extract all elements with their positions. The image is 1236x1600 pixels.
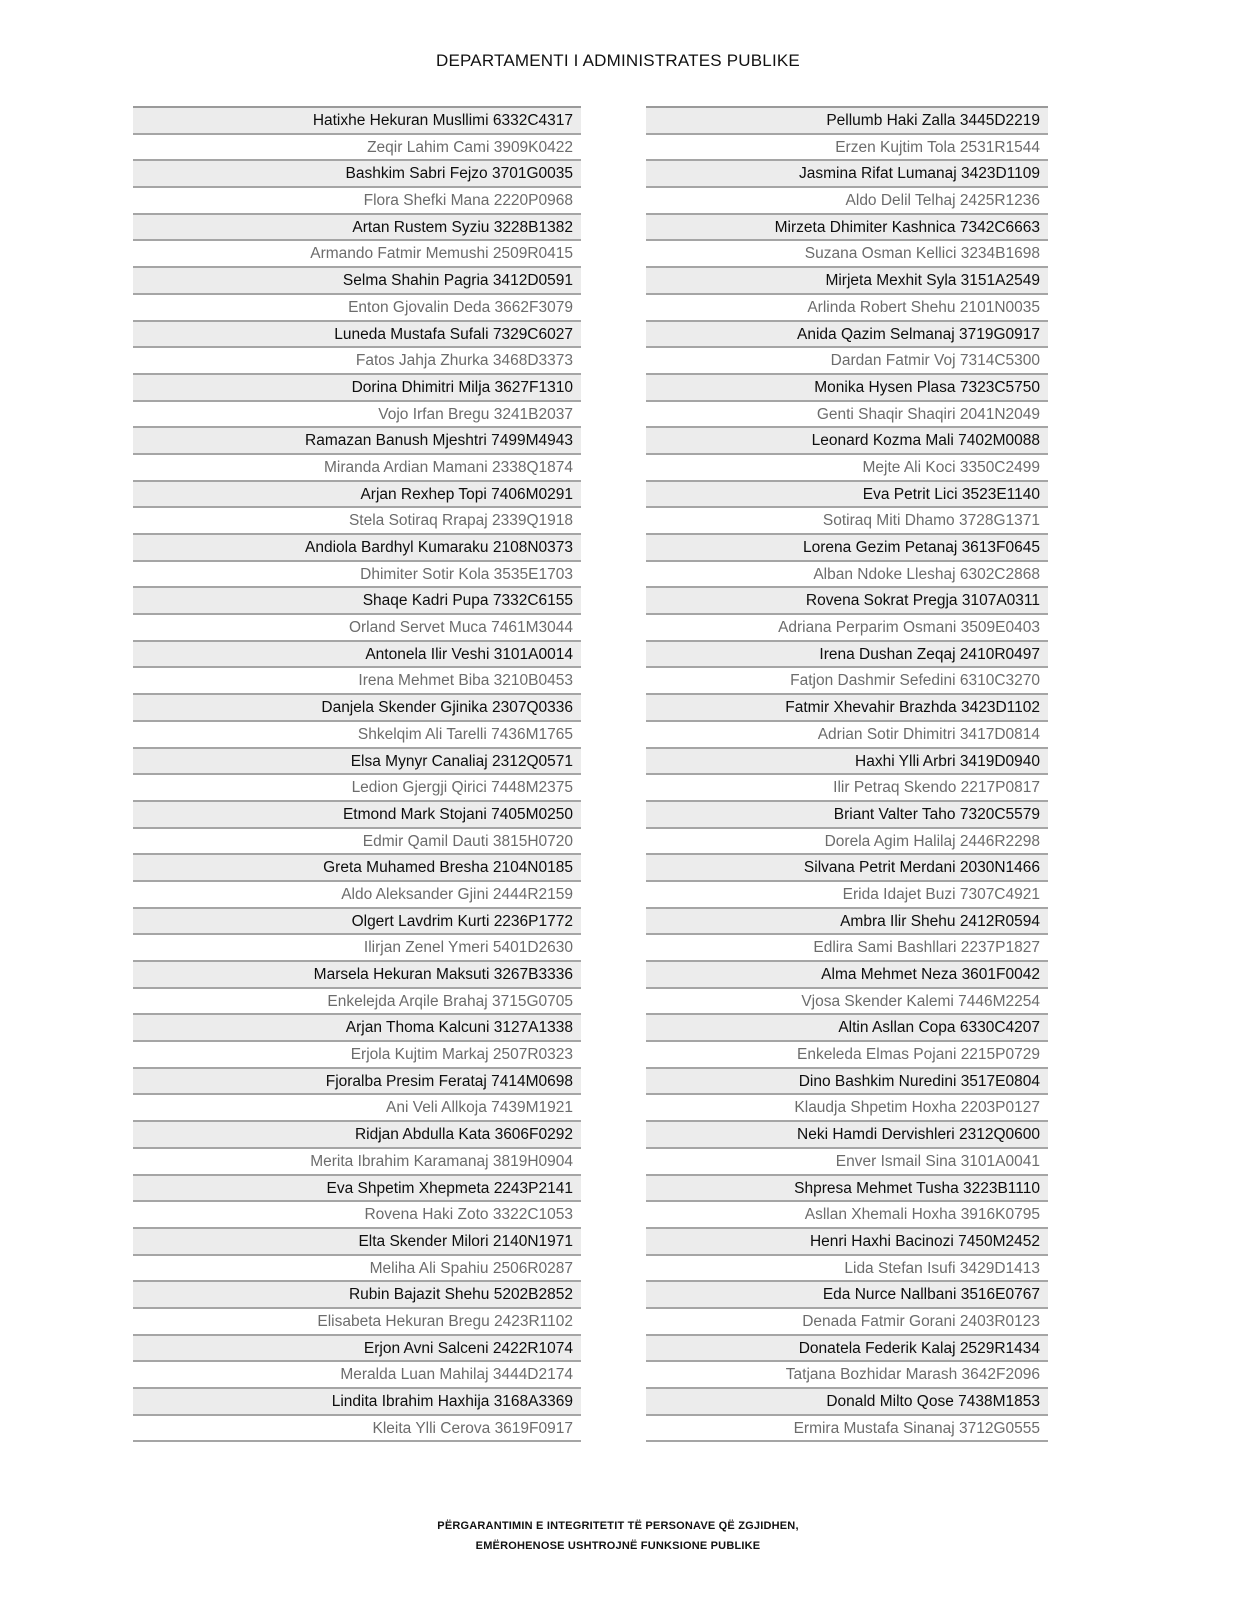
list-item: Orland Servet Muca 7461M3044 — [133, 615, 581, 642]
list-item: Suzana Osman Kellici 3234B1698 — [646, 241, 1048, 268]
list-item: Elisabeta Hekuran Bregu 2423R1102 — [133, 1309, 581, 1336]
list-item: Olgert Lavdrim Kurti 2236P1772 — [133, 909, 581, 936]
list-item: Monika Hysen Plasa 7323C5750 — [646, 375, 1048, 402]
list-item: Altin Asllan Copa 6330C4207 — [646, 1015, 1048, 1042]
list-item: Alban Ndoke Lleshaj 6302C2868 — [646, 562, 1048, 589]
list-item: Stela Sotiraq Rrapaj 2339Q1918 — [133, 508, 581, 535]
list-item: Erida Idajet Buzi 7307C4921 — [646, 882, 1048, 909]
list-item: Klaudja Shpetim Hoxha 2203P0127 — [646, 1095, 1048, 1122]
list-item: Merita Ibrahim Karamanaj 3819H0904 — [133, 1149, 581, 1176]
list-item: Leonard Kozma Mali 7402M0088 — [646, 428, 1048, 455]
list-item: Dardan Fatmir Voj 7314C5300 — [646, 348, 1048, 375]
list-item: Mirjeta Mexhit Syla 3151A2549 — [646, 268, 1048, 295]
list-item: Hatixhe Hekuran Musllimi 6332C4317 — [133, 108, 581, 135]
list-item: Dino Bashkim Nuredini 3517E0804 — [646, 1069, 1048, 1096]
footer — [0, 1516, 1236, 1556]
list-item: Erjon Avni Salceni 2422R1074 — [133, 1336, 581, 1363]
list-item: Armando Fatmir Memushi 2509R0415 — [133, 241, 581, 268]
list-item: Eda Nurce Nallbani 3516E0767 — [646, 1282, 1048, 1309]
list-item: Briant Valter Taho 7320C5579 — [646, 802, 1048, 829]
list-item: Lorena Gezim Petanaj 3613F0645 — [646, 535, 1048, 562]
list-item: Rubin Bajazit Shehu 5202B2852 — [133, 1282, 581, 1309]
list-item: Greta Muhamed Bresha 2104N0185 — [133, 855, 581, 882]
list-item: Zeqir Lahim Cami 3909K0422 — [133, 135, 581, 162]
list-item: Tatjana Bozhidar Marash 3642F2096 — [646, 1362, 1048, 1389]
list-item: Miranda Ardian Mamani 2338Q1874 — [133, 455, 581, 482]
list-item: Pellumb Haki Zalla 3445D2219 — [646, 108, 1048, 135]
list-item: Edmir Qamil Dauti 3815H0720 — [133, 829, 581, 856]
list-item: Adrian Sotir Dhimitri 3417D0814 — [646, 722, 1048, 749]
list-item: Arlinda Robert Shehu 2101N0035 — [646, 295, 1048, 322]
list-item: Sotiraq Miti Dhamo 3728G1371 — [646, 508, 1048, 535]
list-item: Alma Mehmet Neza 3601F0042 — [646, 962, 1048, 989]
list-item: Rovena Sokrat Pregja 3107A0311 — [646, 588, 1048, 615]
list-item: Eva Shpetim Xhepmeta 2243P2141 — [133, 1176, 581, 1203]
list-item: Meliha Ali Spahiu 2506R0287 — [133, 1256, 581, 1283]
list-item: Rovena Haki Zoto 3322C1053 — [133, 1202, 581, 1229]
list-item: Vojo Irfan Bregu 3241B2037 — [133, 402, 581, 429]
footer-line-2: EMËROHENOSE USHTROJNË FUNKSIONE PUBLIKE — [475, 1540, 761, 1552]
list-item: Aldo Delil Telhaj 2425R1236 — [646, 188, 1048, 215]
list-item: Andiola Bardhyl Kumaraku 2108N0373 — [133, 535, 581, 562]
list-item: Arjan Rexhep Topi 7406M0291 — [133, 482, 581, 509]
left-name-list — [133, 106, 581, 1442]
list-item: Kleita Ylli Cerova 3619F0917 — [133, 1416, 581, 1443]
list-item: Flora Shefki Mana 2220P0968 — [133, 188, 581, 215]
list-item: Asllan Xhemali Hoxha 3916K0795 — [646, 1202, 1048, 1229]
list-item: Dorela Agim Halilaj 2446R2298 — [646, 829, 1048, 856]
left-list-rows — [133, 106, 581, 1442]
list-item: Enkeleda Elmas Pojani 2215P0729 — [646, 1042, 1048, 1069]
list-item: Selma Shahin Pagria 3412D0591 — [133, 268, 581, 295]
list-item: Enver Ismail Sina 3101A0041 — [646, 1149, 1048, 1176]
footer-line-1: PËRGARANTIMIN E INTEGRITETIT TË PERSONAVE QË ZGJIDHEN, — [437, 1520, 799, 1532]
list-item: Artan Rustem Syziu 3228B1382 — [133, 215, 581, 242]
list-item: Henri Haxhi Bacinozi 7450M2452 — [646, 1229, 1048, 1256]
right-list-rows — [646, 106, 1048, 1442]
list-item: Aldo Aleksander Gjini 2444R2159 — [133, 882, 581, 909]
list-item: Irena Mehmet Biba 3210B0453 — [133, 668, 581, 695]
list-item: Ilirjan Zenel Ymeri 5401D2630 — [133, 935, 581, 962]
list-item: Genti Shaqir Shaqiri 2041N2049 — [646, 402, 1048, 429]
list-item: Etmond Mark Stojani 7405M0250 — [133, 802, 581, 829]
list-item: Antonela Ilir Veshi 3101A0014 — [133, 642, 581, 669]
list-item: Arjan Thoma Kalcuni 3127A1338 — [133, 1015, 581, 1042]
list-item: Irena Dushan Zeqaj 2410R0497 — [646, 642, 1048, 669]
list-item: Erzen Kujtim Tola 2531R1544 — [646, 135, 1048, 162]
page-title: DEPARTAMENTI I ADMINISTRATES PUBLIKE — [436, 51, 800, 70]
list-item: Vjosa Skender Kalemi 7446M2254 — [646, 989, 1048, 1016]
list-item: Bashkim Sabri Fejzo 3701G0035 — [133, 161, 581, 188]
list-item: Luneda Mustafa Sufali 7329C6027 — [133, 322, 581, 349]
list-item: Ramazan Banush Mjeshtri 7499M4943 — [133, 428, 581, 455]
list-item: Ani Veli Allkoja 7439M1921 — [133, 1095, 581, 1122]
list-item: Elta Skender Milori 2140N1971 — [133, 1229, 581, 1256]
list-item: Dhimiter Sotir Kola 3535E1703 — [133, 562, 581, 589]
list-item: Fatjon Dashmir Sefedini 6310C3270 — [646, 668, 1048, 695]
list-item: Marsela Hekuran Maksuti 3267B3336 — [133, 962, 581, 989]
list-item: Silvana Petrit Merdani 2030N1466 — [646, 855, 1048, 882]
list-item: Adriana Perparim Osmani 3509E0403 — [646, 615, 1048, 642]
list-item: Haxhi Ylli Arbri 3419D0940 — [646, 749, 1048, 776]
list-item: Lida Stefan Isufi 3429D1413 — [646, 1256, 1048, 1283]
list-item: Shaqe Kadri Pupa 7332C6155 — [133, 588, 581, 615]
list-item: Edlira Sami Bashllari 2237P1827 — [646, 935, 1048, 962]
list-item: Enkelejda Arqile Brahaj 3715G0705 — [133, 989, 581, 1016]
list-item: Mirzeta Dhimiter Kashnica 7342C6663 — [646, 215, 1048, 242]
list-item: Elsa Mynyr Canaliaj 2312Q0571 — [133, 749, 581, 776]
list-item: Erjola Kujtim Markaj 2507R0323 — [133, 1042, 581, 1069]
list-item: Ambra Ilir Shehu 2412R0594 — [646, 909, 1048, 936]
list-item: Dorina Dhimitri Milja 3627F1310 — [133, 375, 581, 402]
list-item: Lindita Ibrahim Haxhija 3168A3369 — [133, 1389, 581, 1416]
list-item: Donald Milto Qose 7438M1853 — [646, 1389, 1048, 1416]
list-item: Fatos Jahja Zhurka 3468D3373 — [133, 348, 581, 375]
list-item: Jasmina Rifat Lumanaj 3423D1109 — [646, 161, 1048, 188]
list-item: Ermira Mustafa Sinanaj 3712G0555 — [646, 1416, 1048, 1443]
list-item: Donatela Federik Kalaj 2529R1434 — [646, 1336, 1048, 1363]
list-item: Ridjan Abdulla Kata 3606F0292 — [133, 1122, 581, 1149]
list-item: Neki Hamdi Dervishleri 2312Q0600 — [646, 1122, 1048, 1149]
list-item: Shkelqim Ali Tarelli 7436M1765 — [133, 722, 581, 749]
list-item: Mejte Ali Koci 3350C2499 — [646, 455, 1048, 482]
list-item: Danjela Skender Gjinika 2307Q0336 — [133, 695, 581, 722]
list-item: Denada Fatmir Gorani 2403R0123 — [646, 1309, 1048, 1336]
list-item: Fatmir Xhevahir Brazhda 3423D1102 — [646, 695, 1048, 722]
list-item: Eva Petrit Lici 3523E1140 — [646, 482, 1048, 509]
list-item: Anida Qazim Selmanaj 3719G0917 — [646, 322, 1048, 349]
list-item: Ilir Petraq Skendo 2217P0817 — [646, 775, 1048, 802]
list-item: Enton Gjovalin Deda 3662F3079 — [133, 295, 581, 322]
list-item: Meralda Luan Mahilaj 3444D2174 — [133, 1362, 581, 1389]
list-item: Shpresa Mehmet Tusha 3223B1110 — [646, 1176, 1048, 1203]
list-item: Fjoralba Presim Ferataj 7414M0698 — [133, 1069, 581, 1096]
right-name-list — [646, 106, 1048, 1442]
list-item: Ledion Gjergji Qirici 7448M2375 — [133, 775, 581, 802]
